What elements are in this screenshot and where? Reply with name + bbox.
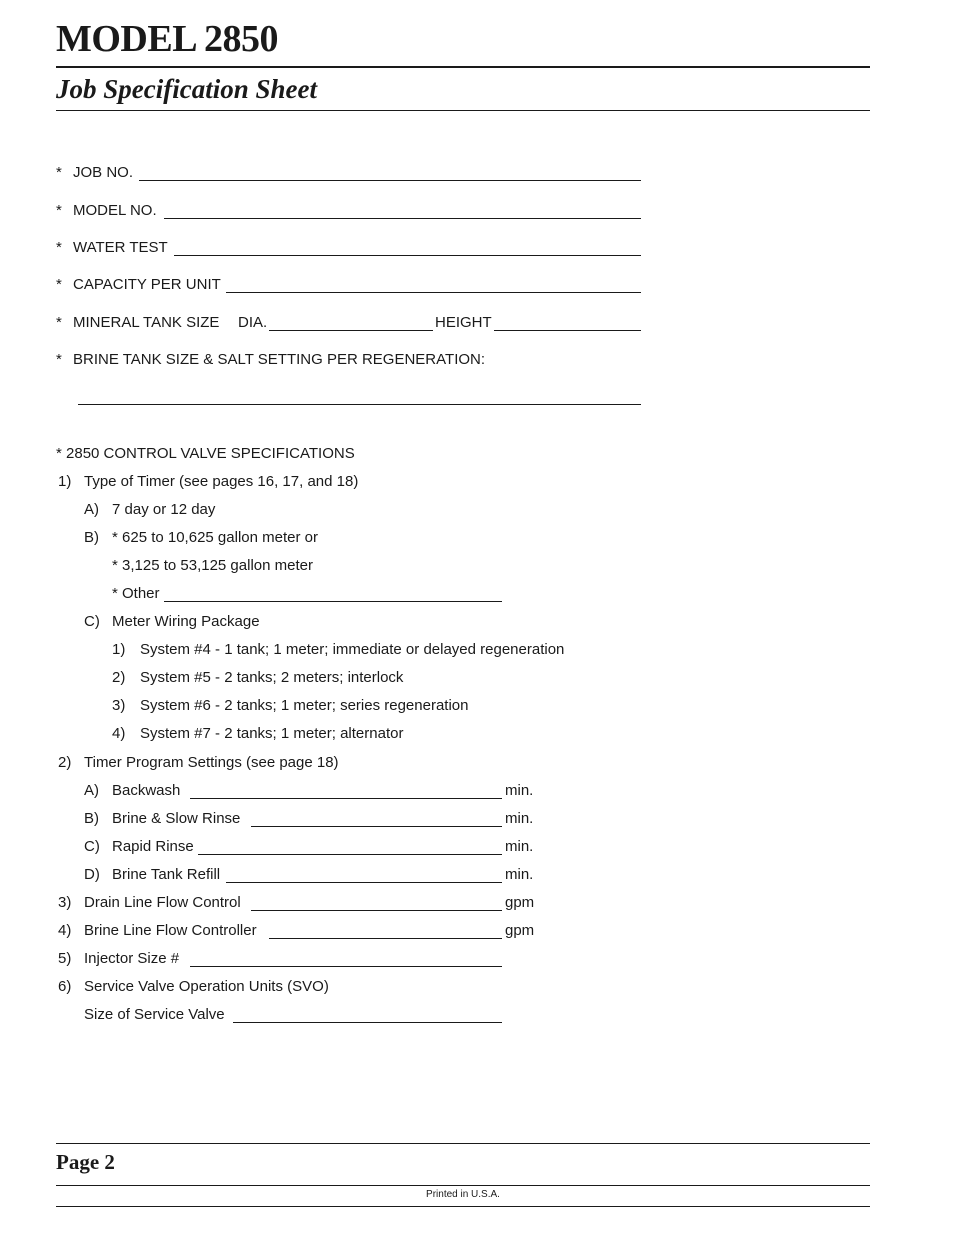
meter-option-2: * 3,125 to 53,125 gallon meter bbox=[112, 557, 313, 574]
brine-slow-rinse-label: Brine & Slow Rinse bbox=[112, 810, 241, 827]
system-item: System #4 - 1 tank; 1 meter; immediate or delayed regeneration bbox=[140, 641, 565, 658]
bullet: * bbox=[56, 164, 62, 181]
footer-rule-top bbox=[56, 1143, 870, 1144]
item-letter: C) bbox=[84, 613, 100, 630]
system-number: 2) bbox=[112, 669, 126, 686]
item-number: 1) bbox=[58, 473, 72, 490]
backwash-label: Backwash bbox=[112, 782, 181, 799]
rapid-rinse-field[interactable] bbox=[198, 854, 502, 855]
system-item: System #5 - 2 tanks; 2 meters; interlock bbox=[140, 669, 404, 686]
printed-notice: Printed in U.S.A. bbox=[426, 1189, 500, 1200]
height-label: HEIGHT bbox=[435, 314, 492, 331]
footer-rule-middle bbox=[56, 1185, 870, 1186]
timer-type-label: Type of Timer (see pages 16, 17, and 18) bbox=[84, 473, 359, 490]
brine-refill-label: Brine Tank Refill bbox=[112, 866, 221, 883]
job-no-label: JOB NO. bbox=[73, 164, 134, 181]
brine-line-label: Brine Line Flow Controller bbox=[84, 922, 257, 939]
system-number: 1) bbox=[112, 641, 126, 658]
page-number: Page 2 bbox=[56, 1150, 115, 1174]
system-item: System #7 - 2 tanks; 1 meter; alternator bbox=[140, 725, 404, 742]
rapid-rinse-label: Rapid Rinse bbox=[112, 838, 194, 855]
header-rule-top bbox=[56, 66, 870, 68]
unit-label: gpm bbox=[505, 894, 535, 911]
item-number: 6) bbox=[58, 978, 72, 995]
capacity-field[interactable] bbox=[226, 292, 641, 293]
svo-label: Service Valve Operation Units (SVO) bbox=[84, 978, 329, 995]
item-letter: A) bbox=[84, 501, 99, 518]
meter-option-1: * 625 to 10,625 gallon meter or bbox=[112, 529, 318, 546]
bullet: * bbox=[56, 239, 62, 256]
page-subtitle: Job Specification Sheet bbox=[56, 74, 317, 104]
unit-label: min. bbox=[505, 838, 534, 855]
bullet: * bbox=[56, 314, 62, 331]
meter-option-other: * Other bbox=[112, 585, 160, 602]
item-number: 3) bbox=[58, 894, 72, 911]
brine-slow-rinse-field[interactable] bbox=[251, 826, 502, 827]
meter-wiring-label: Meter Wiring Package bbox=[112, 613, 260, 630]
brine-tank-field[interactable] bbox=[78, 404, 641, 405]
injector-size-field[interactable] bbox=[190, 966, 502, 967]
page-title: MODEL 2850 bbox=[56, 18, 278, 60]
injector-size-label: Injector Size # bbox=[84, 950, 180, 967]
item-letter: B) bbox=[84, 529, 99, 546]
item-letter: C) bbox=[84, 838, 100, 855]
capacity-label: CAPACITY PER UNIT bbox=[73, 276, 221, 293]
brine-tank-label: BRINE TANK SIZE & SALT SETTING PER REGENERATION: bbox=[73, 351, 486, 368]
program-settings-label: Timer Program Settings (see page 18) bbox=[84, 754, 339, 771]
item-letter: B) bbox=[84, 810, 99, 827]
service-valve-size-label: Size of Service Valve bbox=[84, 1006, 225, 1023]
mineral-tank-label: MINERAL TANK SIZE bbox=[73, 314, 220, 331]
unit-label: min. bbox=[505, 866, 534, 883]
service-valve-size-field[interactable] bbox=[233, 1022, 502, 1023]
item-number: 4) bbox=[58, 922, 72, 939]
header-rule-bottom bbox=[56, 110, 870, 111]
system-item: System #6 - 2 tanks; 1 meter; series regeneration bbox=[140, 697, 469, 714]
unit-label: gpm bbox=[505, 922, 535, 939]
item-number: 2) bbox=[58, 754, 72, 771]
height-field[interactable] bbox=[494, 330, 641, 331]
other-meter-field[interactable] bbox=[164, 601, 502, 602]
backwash-field[interactable] bbox=[190, 798, 502, 799]
brine-refill-field[interactable] bbox=[226, 882, 502, 883]
bullet: * bbox=[56, 276, 62, 293]
model-no-field[interactable] bbox=[164, 218, 641, 219]
footer-rule-bottom bbox=[56, 1206, 870, 1207]
timer-option-7day: 7 day or 12 day bbox=[112, 501, 216, 518]
specs-heading: * 2850 CONTROL VALVE SPECIFICATIONS bbox=[56, 445, 355, 462]
item-number: 5) bbox=[58, 950, 72, 967]
item-letter: D) bbox=[84, 866, 100, 883]
water-test-field[interactable] bbox=[174, 255, 641, 256]
job-no-field[interactable] bbox=[139, 180, 641, 181]
item-letter: A) bbox=[84, 782, 99, 799]
unit-label: min. bbox=[505, 782, 534, 799]
bullet: * bbox=[56, 202, 62, 219]
system-number: 3) bbox=[112, 697, 126, 714]
dia-label: DIA. bbox=[238, 314, 268, 331]
drain-line-label: Drain Line Flow Control bbox=[84, 894, 241, 911]
water-test-label: WATER TEST bbox=[73, 239, 168, 256]
system-number: 4) bbox=[112, 725, 126, 742]
dia-field[interactable] bbox=[269, 330, 433, 331]
model-no-label: MODEL NO. bbox=[73, 202, 157, 219]
unit-label: min. bbox=[505, 810, 534, 827]
bullet: * bbox=[56, 351, 62, 368]
brine-line-field[interactable] bbox=[269, 938, 502, 939]
drain-line-field[interactable] bbox=[251, 910, 502, 911]
